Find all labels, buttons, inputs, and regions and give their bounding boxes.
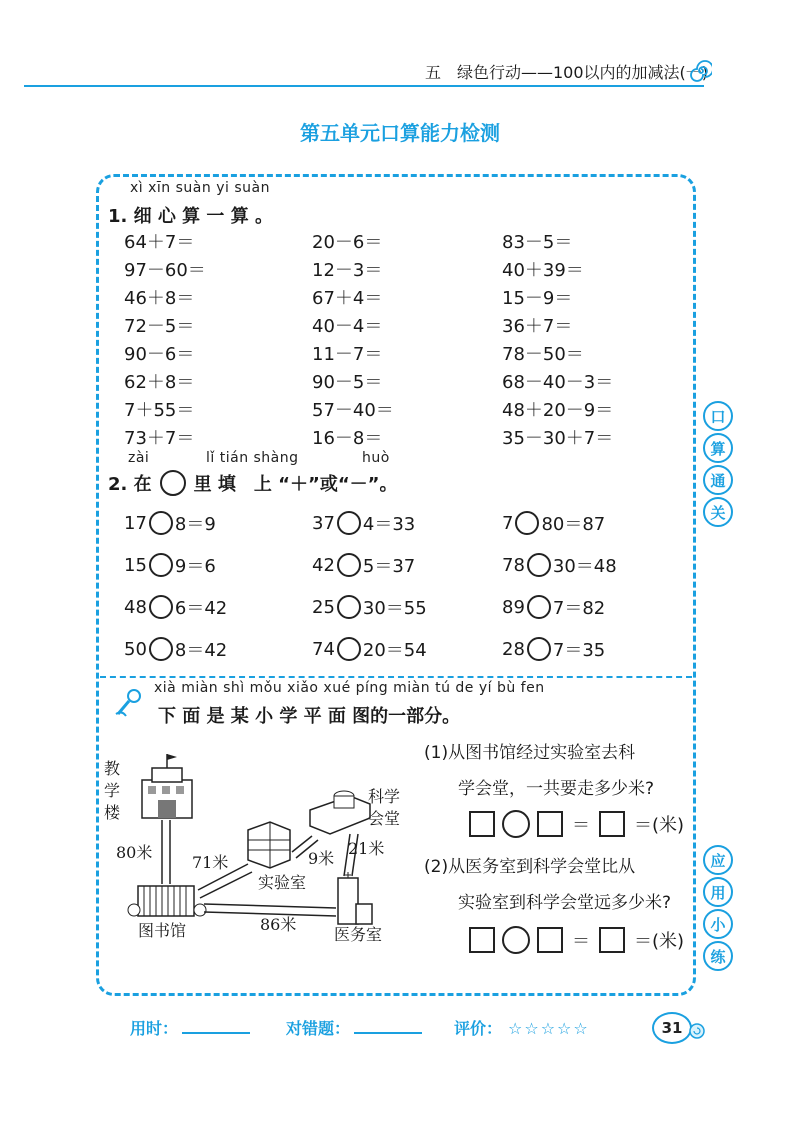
sub-q2-answer-row <box>466 926 684 954</box>
header-rule <box>24 85 704 87</box>
q2-title <box>108 470 398 496</box>
equals-sign: ＝ <box>572 931 590 952</box>
operator-circle[interactable] <box>149 595 173 619</box>
operand-left: 15 <box>124 554 147 576</box>
q2-pinyin-zai: zài <box>128 450 150 466</box>
calc-problem: 57－40＝ <box>312 400 394 421</box>
operand-right: 7＝35 <box>552 640 606 661</box>
operand-left: 50 <box>124 638 147 660</box>
operator-circle[interactable] <box>337 553 361 577</box>
map-label-lab: 实验室 <box>258 873 307 892</box>
calc-problem: 67＋4＝ <box>312 288 383 309</box>
side-tab-char: 应 <box>703 845 733 875</box>
operand-left: 37 <box>312 512 335 534</box>
calc-problem: 72－5＝ <box>124 316 195 337</box>
side-tab-oral <box>703 400 733 528</box>
calc-problem: 7＋55＝ <box>124 400 195 421</box>
calc-problem: 90－6＝ <box>124 344 195 365</box>
operand-right: 30＝55 <box>362 598 427 619</box>
calc-problem: 35－30＋7＝ <box>502 428 614 449</box>
q2-pinyin-li-tian-shang: lǐ tián shàng <box>206 450 299 466</box>
calc-problem: 16－8＝ <box>312 428 383 449</box>
operand-right: 4＝33 <box>362 514 416 535</box>
calc-problem: 15－9＝ <box>502 288 573 309</box>
operator-circle[interactable] <box>149 511 173 535</box>
equals-sign: ＝ <box>634 815 652 836</box>
page-number: 31 <box>652 1012 692 1044</box>
calc-problem: 48＋20－9＝ <box>502 400 614 421</box>
clinic-icon <box>338 872 372 924</box>
header-text: 五 绿色行动——100以内的加减法(一) <box>425 63 709 82</box>
operand-right: 20＝54 <box>362 640 427 661</box>
side-tab-char: 通 <box>703 465 733 495</box>
operand-right: 8＝42 <box>174 640 228 661</box>
map-dist-lib-lab: 71米 <box>192 853 229 872</box>
calc-problem: 40－4＝ <box>312 316 383 337</box>
operator-circle[interactable] <box>527 553 551 577</box>
calc-problem: 68－40－3＝ <box>502 372 614 393</box>
time-blank[interactable] <box>182 1018 250 1034</box>
map-dist-sci-clinic: 21米 <box>348 839 385 858</box>
unit-label: (米) <box>652 815 685 836</box>
operand-right: 5＝37 <box>362 556 416 577</box>
fill-operator-item <box>312 594 427 620</box>
side-tab-apply <box>703 844 733 972</box>
calc-problem: 64＋7＝ <box>124 232 195 253</box>
operator-circle[interactable] <box>527 637 551 661</box>
equals-sign: ＝ <box>634 931 652 952</box>
operator-circle[interactable] <box>337 511 361 535</box>
side-tab-char: 小 <box>703 909 733 939</box>
q2-pinyin-huo: huò <box>362 450 390 466</box>
operator-circle[interactable] <box>502 926 530 954</box>
page-title: 第五单元口算能力检测 <box>300 121 500 145</box>
calc-problem: 83－5＝ <box>502 232 573 253</box>
lab-icon <box>248 822 290 868</box>
section-divider <box>100 676 692 678</box>
operand-right: 30＝48 <box>552 556 617 577</box>
q3-pinyin: xià miàn shì mǒu xiǎo xué píng miàn tú de yí bù fen <box>154 680 545 696</box>
map-label-science-hall: 科学会堂 <box>368 787 401 828</box>
side-tab-char: 用 <box>703 877 733 907</box>
magnifier-icon <box>112 684 148 720</box>
sub-q2-line2: 实验室到科学会堂远多少米? <box>458 893 672 913</box>
operator-circle[interactable] <box>149 637 173 661</box>
operator-circle[interactable] <box>502 810 530 838</box>
library-icon <box>128 886 206 916</box>
equals-sign: ＝ <box>572 815 590 836</box>
unit-label: (米) <box>652 931 685 952</box>
calc-problem: 20－6＝ <box>312 232 383 253</box>
fill-operator-item <box>502 636 605 662</box>
teaching-building-icon <box>142 754 192 818</box>
fill-operator-item <box>502 594 605 620</box>
fill-operator-item <box>124 636 227 662</box>
answer-box[interactable] <box>599 927 625 953</box>
operand-left: 89 <box>502 596 525 618</box>
answer-box[interactable] <box>599 811 625 837</box>
map-label-teaching-building: 教学楼 <box>104 759 121 822</box>
calc-problem: 11－7＝ <box>312 344 383 365</box>
fill-operator-item <box>124 594 227 620</box>
q1-title: 1. 细 心 算 一 算 。 <box>108 206 273 227</box>
operator-circle[interactable] <box>337 595 361 619</box>
fill-operator-item <box>312 552 415 578</box>
footer-rating-label: 评价： <box>454 1019 503 1038</box>
sub-q1-line2: 学会堂，一共要走多少米? <box>458 779 655 799</box>
operand-right: 6＝42 <box>174 598 228 619</box>
q3-title: 下 面 是 某 小 学 平 面 图的一部分。 <box>158 706 461 727</box>
answer-box[interactable] <box>537 811 563 837</box>
footer-errors-label: 对错题： <box>286 1019 351 1038</box>
footer-rating <box>454 1016 590 1039</box>
calc-problem: 90－5＝ <box>312 372 383 393</box>
q2-title-b: 里 填 上 “＋”或“－”。 <box>193 474 398 495</box>
science-hall-icon <box>310 791 370 834</box>
operator-circle[interactable] <box>337 637 361 661</box>
answer-box[interactable] <box>469 811 495 837</box>
operand-left: 25 <box>312 596 335 618</box>
snail-icon <box>686 1018 708 1040</box>
rating-stars[interactable]: ☆☆☆☆☆ <box>508 1019 590 1038</box>
operand-left: 48 <box>124 596 147 618</box>
fill-operator-item <box>502 510 605 536</box>
q2-title-a: 2. 在 <box>108 474 152 495</box>
calc-problem: 73＋7＝ <box>124 428 195 449</box>
spiral-icon <box>690 60 712 82</box>
side-tab-char: 练 <box>703 941 733 971</box>
calc-problem: 62＋8＝ <box>124 372 195 393</box>
calc-problem: 40＋39＝ <box>502 260 584 281</box>
fill-operator-item <box>124 510 216 536</box>
operand-right: 8＝9 <box>174 514 216 535</box>
fill-operator-item <box>502 552 617 578</box>
footer-time <box>130 1016 250 1039</box>
side-tab-char: 关 <box>703 497 733 527</box>
q1-pinyin: xì xīn suàn yi suàn <box>130 180 270 196</box>
fill-operator-item <box>124 552 216 578</box>
sub-q2-line1: (2)从医务室到科学会堂比从 <box>424 857 636 877</box>
answer-box[interactable] <box>537 927 563 953</box>
map-label-clinic: 医务室 <box>334 925 383 944</box>
operand-right: 9＝6 <box>174 556 216 577</box>
operand-left: 78 <box>502 554 525 576</box>
errors-blank[interactable] <box>354 1018 422 1034</box>
calc-problem: 46＋8＝ <box>124 288 195 309</box>
q2-title-circle <box>160 470 186 496</box>
footer-time-label: 用时： <box>130 1019 179 1038</box>
map-dist-lib-clinic: 86米 <box>260 915 297 934</box>
map-dist-teach-lib: 80米 <box>116 843 153 862</box>
operand-right: 7＝82 <box>552 598 606 619</box>
operand-left: 7 <box>502 512 514 534</box>
operator-circle[interactable] <box>515 511 539 535</box>
sub-q1-line1: (1)从图书馆经过实验室去科 <box>424 743 636 763</box>
fill-operator-item <box>312 510 415 536</box>
calc-problem: 12－3＝ <box>312 260 383 281</box>
operator-circle[interactable] <box>527 595 551 619</box>
operand-right: 80＝87 <box>541 514 606 535</box>
operand-left: 74 <box>312 638 335 660</box>
calc-problem: 97－60＝ <box>124 260 206 281</box>
answer-box[interactable] <box>469 927 495 953</box>
side-tab-char: 口 <box>703 401 733 431</box>
map-dist-lab-sci: 9米 <box>308 849 335 868</box>
operator-circle[interactable] <box>149 553 173 577</box>
footer-errors <box>286 1016 422 1039</box>
sub-q1-answer-row <box>466 810 684 838</box>
calc-problem: 36＋7＝ <box>502 316 573 337</box>
fill-operator-item <box>312 636 427 662</box>
calc-problem: 78－50＝ <box>502 344 584 365</box>
map-label-library: 图书馆 <box>138 921 187 940</box>
side-tab-char: 算 <box>703 433 733 463</box>
operand-left: 17 <box>124 512 147 534</box>
operand-left: 28 <box>502 638 525 660</box>
operand-left: 42 <box>312 554 335 576</box>
